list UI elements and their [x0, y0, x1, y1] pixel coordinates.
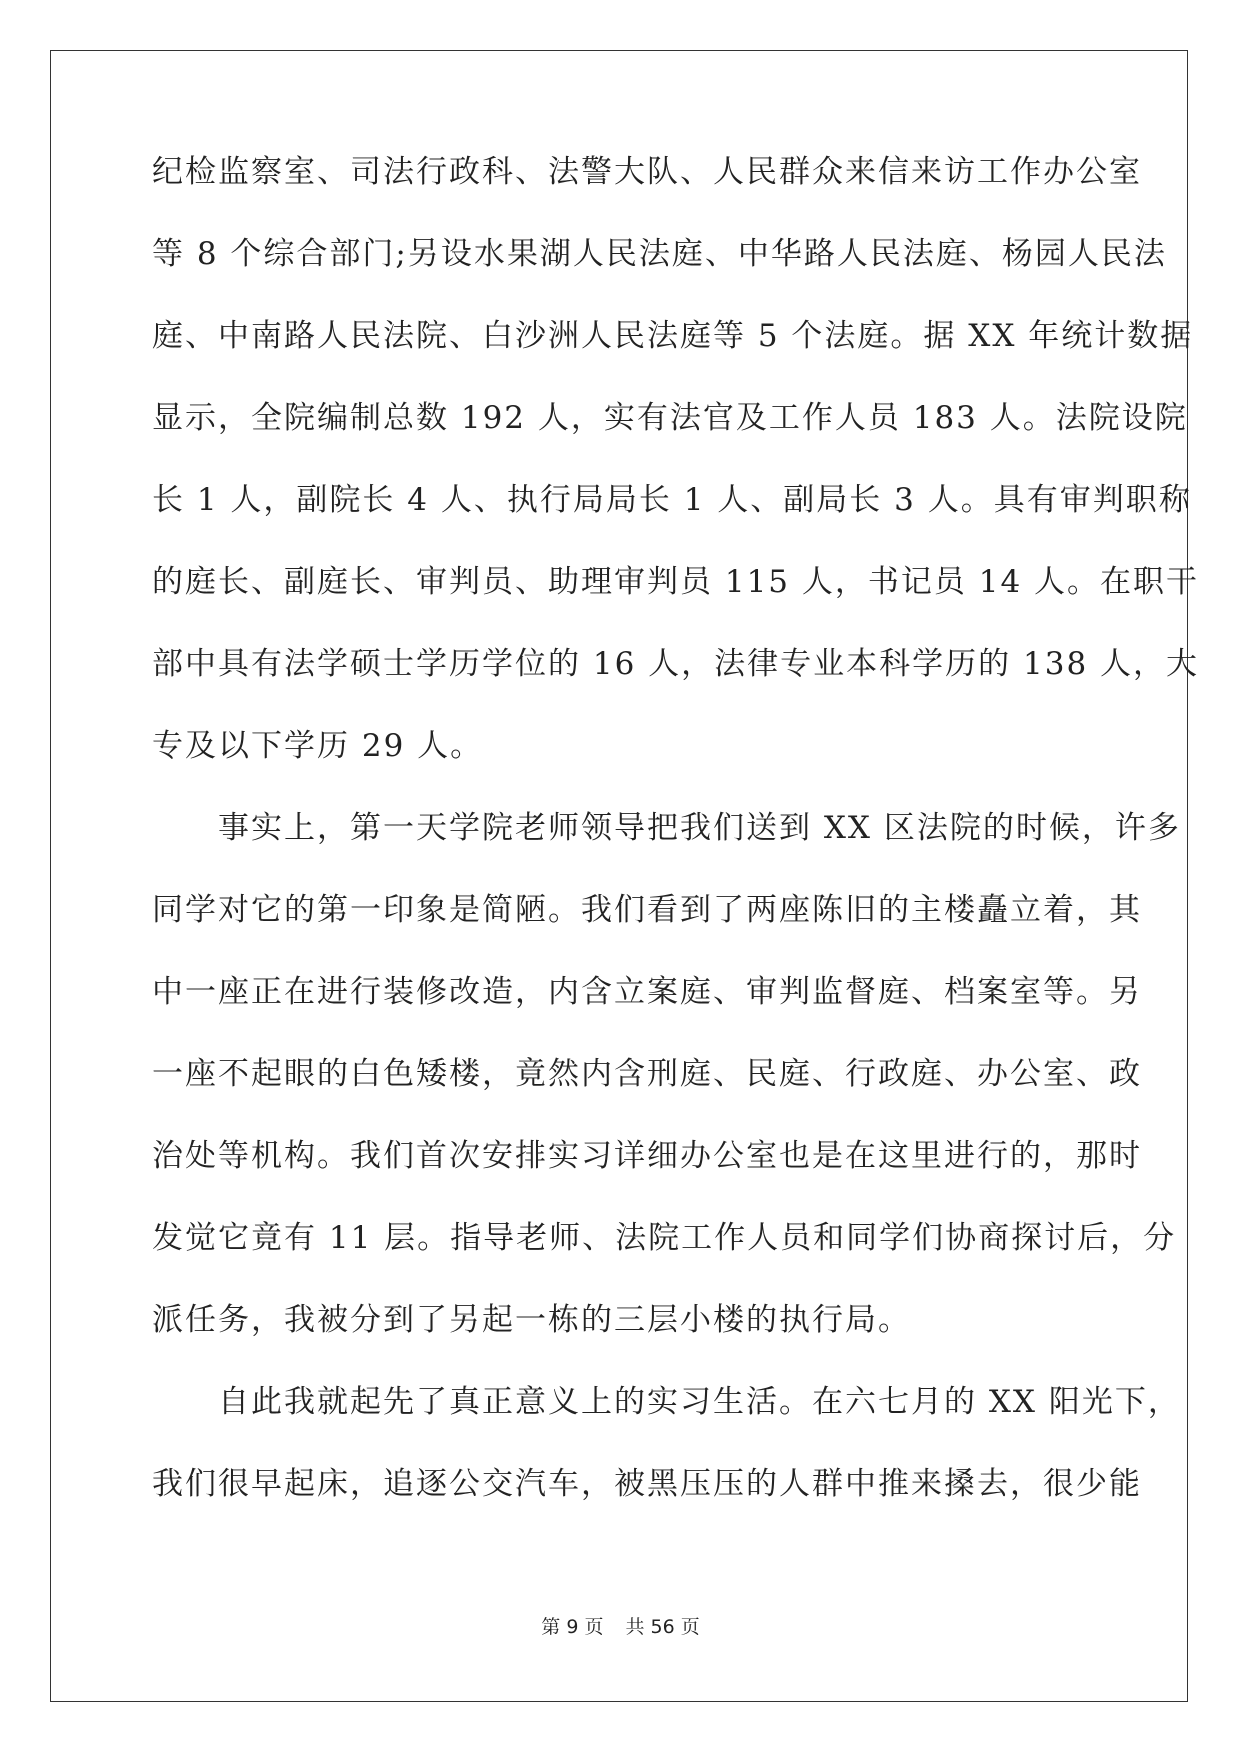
text-line: 专及以下学历 29 人。 — [152, 728, 484, 764]
text-line: 发觉它竟有 11 层。指导老师、法院工作人员和同学们协商探讨后，分 — [152, 1220, 1177, 1256]
text-line: 等 8 个综合部门;另设水果湖人民法庭、中华路人民法庭、杨园人民法 — [152, 236, 1167, 272]
text-line: 同学对它的第一印象是简陋。我们看到了两座陈旧的主楼矗立着，其 — [152, 892, 1142, 928]
page-number: 第 9 页 — [541, 1616, 604, 1638]
text-line: 显示，全院编制总数 192 人，实有法官及工作人员 183 人。法院设院 — [152, 400, 1188, 436]
text-line: 庭、中南路人民法院、白沙洲人民法庭等 5 个法庭。据 XX 年统计数据 — [152, 318, 1194, 354]
text-line: 一座不起眼的白色矮楼，竟然内含刑庭、民庭、行政庭、办公室、政 — [152, 1056, 1142, 1092]
page-total: 共 56 页 — [625, 1616, 700, 1638]
text-line: 的庭长、副庭长、审判员、助理审判员 115 人，书记员 14 人。在职干 — [152, 564, 1200, 600]
text-line: 部中具有法学硕士学历学位的 16 人，法律专业本科学历的 138 人，大 — [152, 646, 1200, 682]
text-line: 自此我就起先了真正意义上的实习生活。在六七月的 XX 阳光下， — [218, 1384, 1181, 1420]
body-text — [152, 131, 1200, 1525]
page-footer — [0, 1612, 1241, 1639]
text-line: 事实上，第一天学院老师领导把我们送到 XX 区法院的时候，许多 — [218, 810, 1181, 846]
text-line: 中一座正在进行装修改造，内含立案庭、审判监督庭、档案室等。另 — [152, 974, 1142, 1010]
text-line: 长 1 人，副院长 4 人、执行局局长 1 人、副局长 3 人。具有审判职称 — [152, 482, 1192, 518]
text-line: 我们很早起床，追逐公交汽车，被黑压压的人群中推来搡去，很少能 — [152, 1466, 1142, 1502]
text-line: 派任务，我被分到了另起一栋的三层小楼的执行局。 — [152, 1302, 911, 1338]
text-line: 治处等机构。我们首次安排实习详细办公室也是在这里进行的，那时 — [152, 1138, 1142, 1174]
text-line: 纪检监察室、司法行政科、法警大队、人民群众来信来访工作办公室 — [152, 154, 1142, 190]
